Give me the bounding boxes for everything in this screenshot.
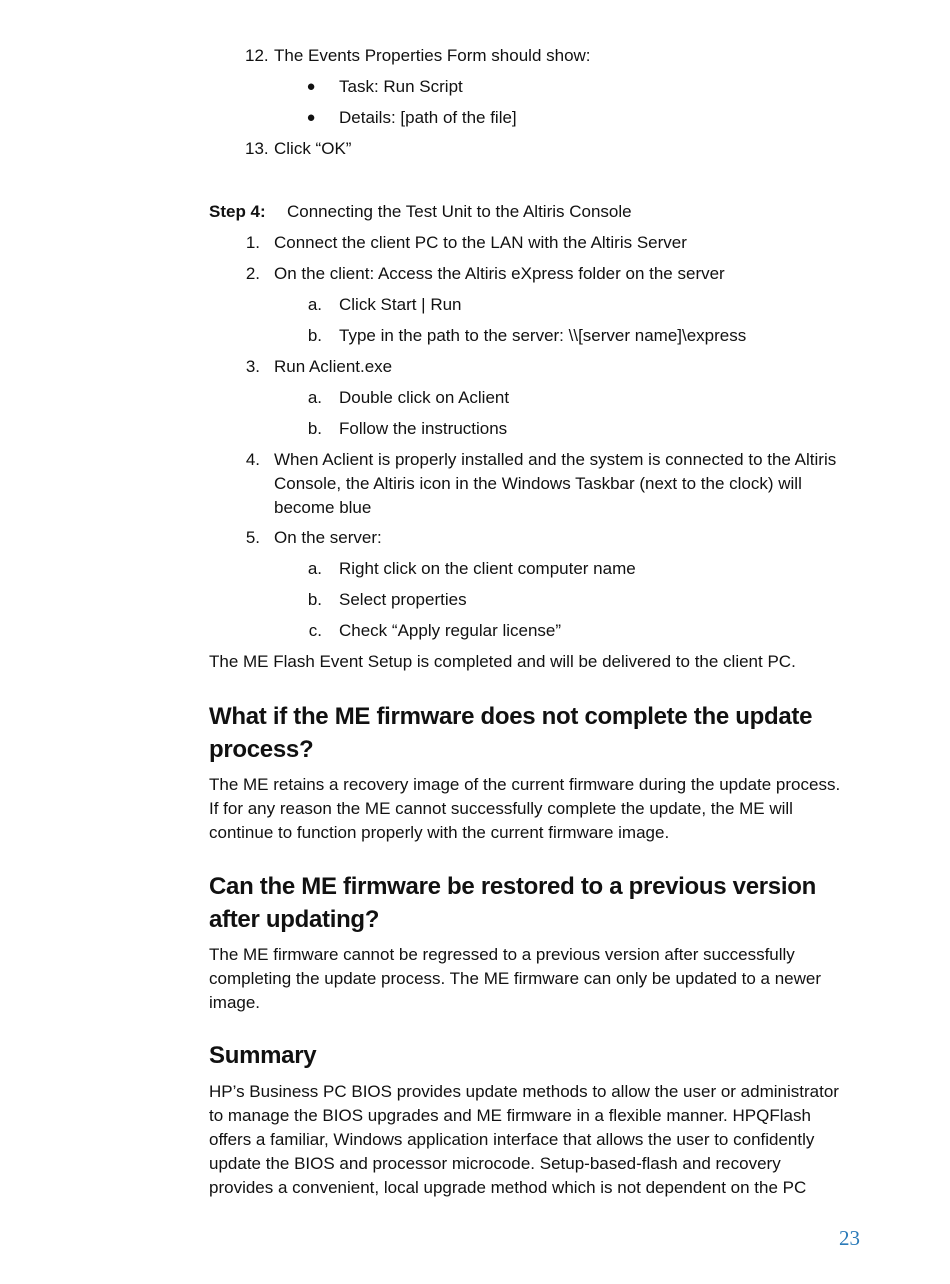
completion-text: The ME Flash Event Setup is completed and will be delivered to the client PC.: [209, 652, 796, 671]
list-number: 4.: [245, 450, 260, 469]
body-line: The ME firmware cannot be regressed to a previous version after successfully: [209, 945, 795, 964]
section-body: [209, 773, 869, 845]
summary-heading: Summary: [209, 1042, 317, 1069]
sublist-letter: a.: [307, 559, 322, 578]
body-line: offers a familiar, Windows application interface that allows the user to confidently: [209, 1130, 815, 1149]
sublist-text: Right click on the client computer name: [339, 559, 636, 578]
list-item-text: Click “OK”: [274, 139, 352, 158]
list-number: 5.: [245, 528, 260, 547]
sublist-text: Follow the instructions: [339, 419, 508, 438]
list-item-text: become blue: [274, 498, 372, 517]
sublist-text: Check “Apply regular license”: [339, 621, 562, 640]
bullet-text: Task: Run Script: [339, 77, 463, 96]
sublist-text: Double click on Aclient: [339, 388, 510, 407]
section-heading: Can the ME firmware be restored to a previous version: [209, 873, 816, 900]
sublist-letter: a.: [307, 388, 322, 407]
list-number: 13.: [245, 139, 269, 158]
bullet-icon: ●: [306, 78, 316, 95]
body-line: The ME retains a recovery image of the current firmware during the update process.: [209, 775, 841, 794]
list-item-text: Console, the Altiris icon in the Windows Taskbar (next to the clock) will: [274, 474, 802, 493]
section-heading: process?: [209, 736, 314, 763]
list-item-text: The Events Properties Form should show:: [274, 46, 591, 65]
body-line: image.: [209, 993, 261, 1012]
section-body: [209, 943, 869, 1015]
sublist-text: Click Start | Run: [339, 295, 462, 314]
sublist-letter: b.: [307, 419, 322, 438]
list-item-text: On the client: Access the Altiris eXpress folder on the server: [274, 264, 725, 283]
list-item-text: On the server:: [274, 528, 382, 547]
list-item-text: Run Aclient.exe: [274, 357, 393, 376]
bullet-text: Details: [path of the file]: [339, 108, 517, 127]
body-line: HP’s Business PC BIOS provides update methods to allow the user or administrator: [209, 1082, 839, 1101]
list-item-text: When Aclient is properly installed and the system is connected to the Altiris: [274, 450, 837, 469]
step-label: Step 4:: [209, 202, 266, 221]
body-line: If for any reason the ME cannot successfully complete the update, the ME will: [209, 799, 793, 818]
list-number: 2.: [245, 264, 260, 283]
list-number: 1.: [245, 233, 260, 252]
body-line: continue to function properly with the current firmware image.: [209, 823, 670, 842]
sublist-letter: c.: [308, 621, 322, 640]
section-heading: What if the ME firmware does not complete the update: [209, 703, 813, 730]
body-line: to manage the BIOS upgrades and ME firmware in a flexible manner. HPQFlash: [209, 1106, 811, 1125]
page-number: 23: [839, 1226, 860, 1250]
sublist-letter: b.: [307, 326, 322, 345]
sublist-letter: b.: [307, 590, 322, 609]
body-line: completing the update process. The ME firmware can only be updated to a newer: [209, 969, 822, 988]
sublist-letter: a.: [307, 295, 322, 314]
list-number: 3.: [245, 357, 260, 376]
body-line: update the BIOS and processor microcode. Setup-based-flash and recovery: [209, 1154, 781, 1173]
bullet-icon: ●: [306, 109, 316, 126]
list-number: 12.: [245, 46, 269, 65]
section-heading: after updating?: [209, 906, 380, 933]
body-line: provides a convenient, local upgrade method which is not dependent on the PC: [209, 1178, 807, 1197]
step-title: Connecting the Test Unit to the Altiris Console: [287, 202, 632, 221]
sublist-text: Type in the path to the server: \\[server name]\express: [339, 326, 747, 345]
sublist-text: Select properties: [339, 590, 467, 609]
list-item-text: Connect the client PC to the LAN with the Altiris Server: [274, 233, 687, 252]
summary-body: [209, 1080, 869, 1200]
